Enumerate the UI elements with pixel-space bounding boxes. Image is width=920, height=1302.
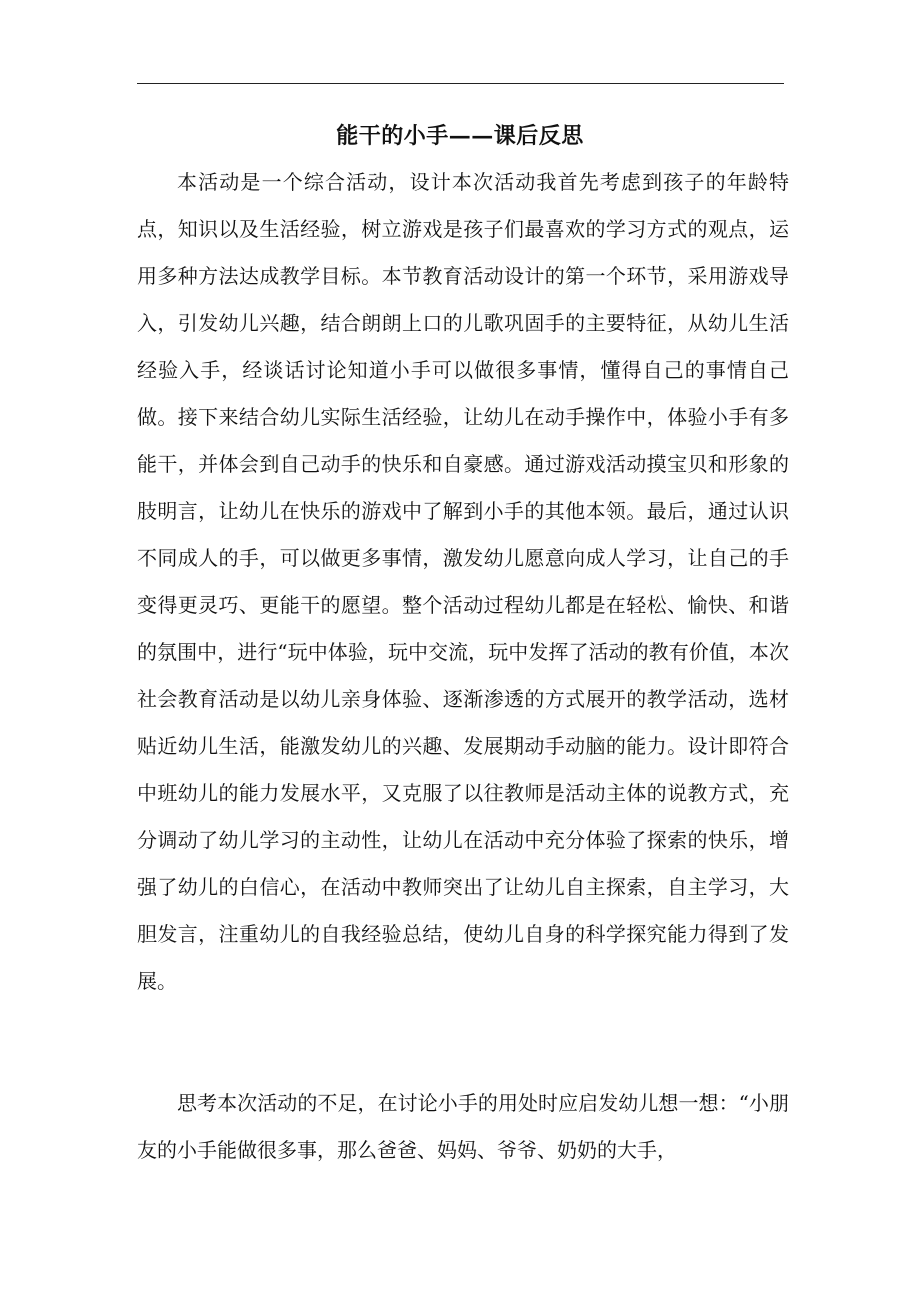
- body-paragraph-1: 本活动是一个综合活动，设计本次活动我首先考虑到孩子的年龄特点，知识以及生活经验，树立游戏是孩子们最喜欢的学习方式的观点，运用多种方法达成教学目标。本节教育活动设计的第一个环节，采用游戏导入，引发幼儿兴趣，结合朗朗上口的儿歌巩固手的主要特征，从幼儿生活经验入手，经谈话讨论知道小手可以做很多事情，懂得自己的事情自己做。接下来结合幼儿实际生活经验，让幼儿在动手操作中，体验小手有多能干，并体会到自己动手的快乐和自豪感。通过游戏活动摸宝贝和形象的肢明言，让幼儿在快乐的游戏中了解到小手的其他本领。最后，通过认识不同成人的手，可以做更多事情，激发幼儿愿意向成人学习，让自己的手变得更灵巧、更能干的愿望。整个活动过程幼儿都是在轻松、愉快、和谐的氛围中，进行“玩中体验，玩中交流，玩中发挥了活动的教有价值，本次社会教育活动是以幼儿亲身体验、逐渐渗透的方式展开的教学活动，选材贴近幼儿生活，能激发幼儿的兴趣、发展期动手动脑的能力。设计即符合中班幼儿的能力发展水平，又克服了以往教师是活动主体的说教方式，充分调动了幼儿学习的主动性，让幼儿在活动中充分体验了探索的快乐，增强了幼儿的白信心，在活动中教师突出了让幼儿自主探索，自主学习，大胆发言，注重幼儿的自我经验总结，使幼儿自身的科学探究能力得到了发展。: [137, 170, 789, 993]
- document-title: 能干的小手——课后反思: [336, 123, 584, 149]
- body-paragraph-2: 思考本次活动的不足，在讨论小手的用处时应启发幼儿想一想：“小朋友的小手能做很多事，那么爸爸、妈妈、爷爷、奶奶的大手，: [137, 1091, 789, 1162]
- header-rule: [137, 83, 784, 84]
